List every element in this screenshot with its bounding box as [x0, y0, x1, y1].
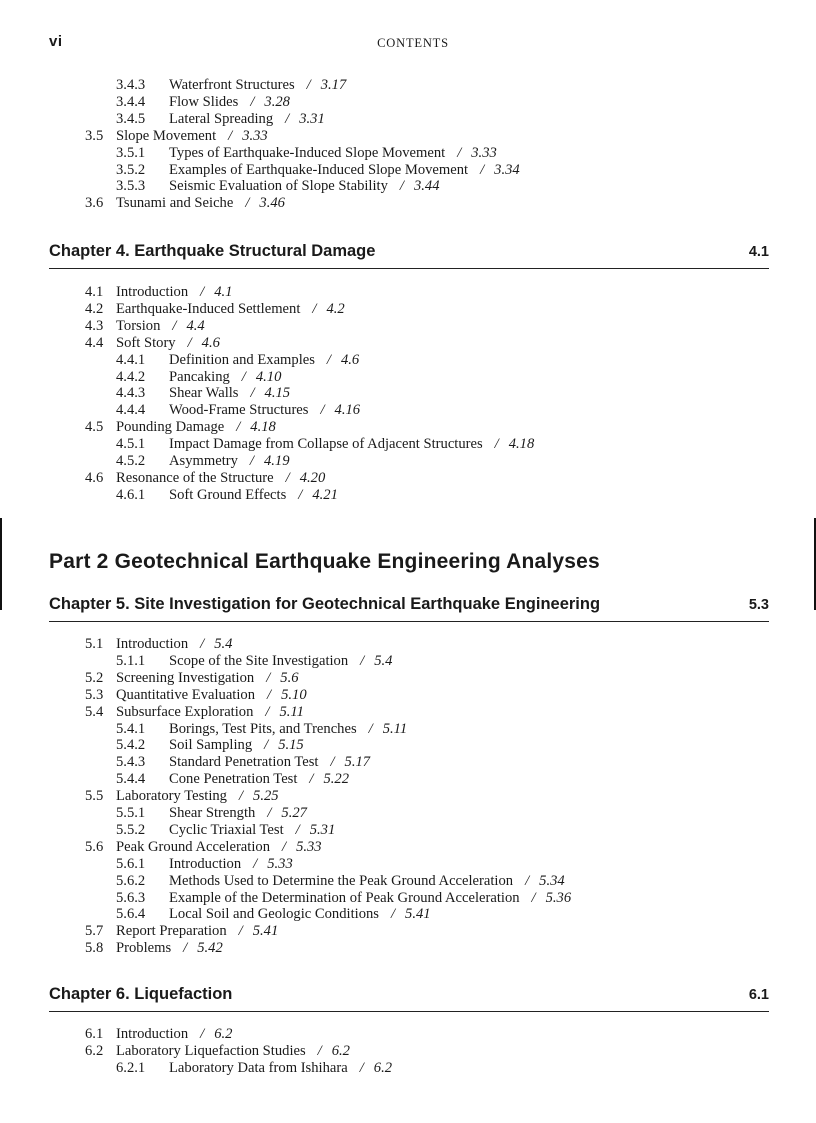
- toc-entry-title: Example of the Determination of Peak Ground Acceleration: [169, 889, 520, 906]
- chapter-4-title: Chapter 4. Earthquake Structural Damage: [49, 242, 376, 260]
- toc-entry-number: 5.5: [85, 788, 104, 805]
- toc-entry-title: Lateral Spreading: [169, 110, 274, 127]
- toc-entry-separator: /: [238, 788, 244, 805]
- toc-entry-separator: /: [525, 872, 530, 889]
- toc-entry[interactable]: [116, 771, 349, 787]
- toc-entry[interactable]: [85, 284, 232, 300]
- toc-entry-page: 5.10: [281, 686, 307, 703]
- toc-entry[interactable]: [116, 385, 290, 401]
- toc-entry-separator: /: [200, 284, 205, 300]
- toc-entry-page: 4.2: [326, 300, 345, 317]
- toc-entry-number: 4.4: [85, 334, 104, 351]
- toc-entry-number: 3.5.1: [116, 144, 146, 161]
- toc-entry-separator: /: [282, 838, 287, 855]
- toc-entry-title: Impact Damage from Collapse of Adjacent Structures: [169, 436, 483, 453]
- toc-entry-separator: /: [309, 771, 314, 788]
- toc-entry[interactable]: [85, 636, 232, 652]
- toc-entry-title: Introduction: [169, 855, 242, 872]
- part-2-title: Part 2 Geotechnical Earthquake Engineering Analyses: [49, 550, 600, 573]
- toc-entry-number: 5.4.2: [116, 737, 146, 754]
- toc-entry-separator: /: [187, 334, 192, 351]
- toc-entry-number: 3.5.2: [116, 161, 146, 178]
- toc-entry-number: 5.3: [85, 686, 104, 703]
- toc-entry-page: 5.17: [344, 754, 371, 771]
- toc-entry-separator: /: [249, 453, 254, 469]
- toc-entry-title: Screening Investigation: [116, 669, 255, 686]
- toc-entry-separator: /: [360, 652, 365, 669]
- toc-entry-separator: /: [326, 351, 331, 368]
- toc-entry-title: Asymmetry: [169, 453, 238, 469]
- toc-entry-separator: /: [312, 300, 317, 317]
- toc-entry-page: 3.31: [299, 110, 325, 127]
- toc-entry[interactable]: [85, 788, 279, 804]
- toc-entry-title: Local Soil and Geologic Conditions: [169, 906, 379, 923]
- toc-entry-page: 6.2: [373, 1059, 393, 1076]
- toc-entry-number: 5.6.2: [116, 872, 146, 889]
- toc-entry[interactable]: [116, 453, 290, 469]
- toc-entry[interactable]: [116, 352, 359, 368]
- toc-entry-title: Scope of the Site Investigation: [169, 652, 349, 669]
- toc-entry-separator: /: [267, 686, 272, 703]
- toc-entry-number: 6.2: [85, 1042, 104, 1059]
- toc-entry-page: 5.41: [252, 923, 279, 940]
- toc-entry-title: Problems: [116, 940, 172, 957]
- toc-entry-title: Flow Slides: [169, 93, 239, 110]
- chapter-4-heading[interactable]: [49, 242, 769, 269]
- chapter-5-heading[interactable]: [49, 595, 769, 622]
- toc-entry-separator: /: [200, 636, 205, 652]
- toc-entry-page: 3.28: [264, 93, 290, 110]
- toc-entry-separator: /: [531, 889, 536, 906]
- toc-entry[interactable]: [116, 890, 571, 906]
- chapter-6-title: Chapter 6. Liquefaction: [49, 985, 233, 1003]
- toc-entry-title: Pounding Damage: [116, 419, 225, 436]
- toc-entry-number: 3.5: [85, 127, 104, 144]
- toc-entry-number: 5.2: [85, 669, 104, 686]
- toc-entry-title: Standard Penetration Test: [169, 754, 319, 771]
- toc-entry-number: 3.4.4: [116, 93, 146, 110]
- toc-entry[interactable]: [85, 1026, 232, 1042]
- toc-entry-page: 4.15: [264, 385, 291, 402]
- chapter-6-heading[interactable]: [49, 985, 769, 1012]
- toc-entry[interactable]: [116, 754, 370, 770]
- toc-entry-title: Laboratory Data from Ishihara: [169, 1059, 348, 1076]
- toc-entry-title: Quantitative Evaluation: [116, 686, 256, 703]
- toc-entry-page: 5.4: [214, 636, 233, 652]
- toc-entry-title: Pancaking: [169, 368, 230, 385]
- toc-entry-page: 5.41: [405, 906, 431, 923]
- toc-entry-title: Peak Ground Acceleration: [116, 838, 270, 855]
- toc-entry-number: 4.6: [85, 469, 104, 486]
- toc-entry-page: 5.4: [374, 652, 393, 669]
- toc-entry-number: 5.6.4: [116, 906, 146, 923]
- toc-entry-number: 5.8: [85, 940, 104, 957]
- toc-entry-separator: /: [265, 703, 270, 720]
- toc-entry[interactable]: [85, 940, 223, 956]
- toc-entry-number: 3.4.5: [116, 110, 146, 127]
- toc-entry-separator: /: [295, 821, 300, 838]
- toc-entry-page: 4.18: [508, 436, 535, 453]
- toc-entry[interactable]: [85, 335, 220, 351]
- toc-entry-number: 4.4.2: [116, 368, 146, 385]
- toc-entry[interactable]: [116, 721, 407, 737]
- toc-entry-page: 5.15: [278, 737, 304, 754]
- toc-entry-title: Report Preparation: [116, 923, 227, 940]
- toc-entry-title: Waterfront Structures: [169, 77, 295, 93]
- toc-entry-number: 5.4.1: [116, 720, 146, 737]
- toc-entry-title: Wood-Frame Structures: [169, 402, 309, 419]
- toc-entry-separator: /: [494, 436, 499, 453]
- toc-entry-number: 4.4.1: [116, 351, 146, 368]
- toc-entry-page: 6.2: [331, 1042, 350, 1059]
- toc-entry-title: Soft Story: [116, 334, 176, 351]
- toc-entry-page: 4.6: [201, 334, 220, 351]
- toc-entry-separator: /: [253, 855, 258, 872]
- toc-entry-number: 5.4.3: [116, 754, 146, 771]
- toc-entry-separator: /: [241, 368, 246, 385]
- toc-entry-title: Cyclic Triaxial Test: [169, 821, 284, 838]
- toc-entry-page: 3.46: [259, 195, 285, 212]
- toc-entry-page: 4.4: [186, 317, 205, 334]
- toc-entry-number: 4.5.2: [116, 453, 146, 469]
- running-title: CONTENTS: [377, 36, 449, 50]
- chapter-6-page: 6.1: [748, 987, 769, 1003]
- toc-entry[interactable]: [116, 162, 520, 178]
- toc-entry-separator: /: [183, 940, 188, 957]
- toc-entry-separator: /: [200, 1026, 205, 1042]
- toc-entry-page: 3.34: [494, 161, 520, 178]
- toc-entry-separator: /: [250, 93, 255, 110]
- toc-entry-title: Seismic Evaluation of Slope Stability: [169, 178, 388, 195]
- toc-entry-page: 5.33: [267, 855, 293, 872]
- toc-entry-number: 4.4.4: [116, 402, 146, 419]
- toc-entry-separator: /: [317, 1042, 322, 1059]
- toc-entry-number: 5.7: [85, 923, 104, 940]
- toc-entry[interactable]: [116, 402, 360, 418]
- toc-entry-separator: /: [228, 127, 233, 144]
- toc-entry[interactable]: [116, 822, 335, 838]
- toc-entry-page: 4.6: [340, 351, 360, 368]
- toc-entry-separator: /: [172, 317, 177, 334]
- toc-entry-number: 4.1: [85, 284, 104, 300]
- toc-entry[interactable]: [116, 906, 431, 922]
- toc-entry[interactable]: [85, 419, 276, 435]
- toc-entry-page: 3.44: [413, 178, 440, 195]
- chapter-4-page: 4.1: [748, 244, 769, 260]
- toc-entry[interactable]: [116, 111, 325, 127]
- toc-entry-page: 6.2: [214, 1026, 233, 1042]
- toc-entry[interactable]: [85, 670, 299, 686]
- toc-entry-title: Subsurface Exploration: [116, 703, 254, 720]
- toc-entry[interactable]: [116, 737, 304, 753]
- chapter-5-page: 5.3: [748, 597, 769, 613]
- toc-entry[interactable]: [116, 369, 281, 385]
- toc-entry[interactable]: [85, 687, 307, 703]
- toc-entry-number: 5.6.1: [116, 855, 146, 872]
- toc-entry-number: 4.6.1: [116, 486, 146, 503]
- toc-entry[interactable]: [85, 128, 268, 144]
- toc-entry-title: Soil Sampling: [169, 737, 253, 754]
- toc-entry-page: 4.18: [250, 419, 276, 436]
- toc-entry-page: 3.17: [320, 77, 347, 93]
- toc-entry-title: Methods Used to Determine the Peak Ground Acceleration: [169, 872, 514, 889]
- toc-entry-page: 5.36: [545, 889, 572, 906]
- toc-entry-separator: /: [285, 110, 290, 127]
- toc-entry[interactable]: [85, 470, 325, 486]
- toc-entry-page: 5.6: [280, 669, 299, 686]
- toc-entry-title: Borings, Test Pits, and Trenches: [169, 720, 357, 737]
- toc-entry-number: 5.5.1: [116, 805, 146, 821]
- toc-entry-separator: /: [250, 385, 255, 402]
- toc-entry-page: 5.34: [539, 872, 565, 889]
- toc-entry-title: Laboratory Liquefaction Studies: [116, 1042, 306, 1059]
- toc-entry-number: 6.2.1: [116, 1059, 146, 1076]
- toc-entry-page: 5.11: [279, 703, 304, 720]
- toc-entry-title: Laboratory Testing: [116, 788, 227, 805]
- toc-entry-title: Earthquake-Induced Settlement: [116, 300, 301, 317]
- toc-entry[interactable]: [85, 301, 345, 317]
- toc-entry-separator: /: [245, 195, 250, 212]
- toc-entry[interactable]: [85, 318, 205, 334]
- toc-entry-title: Cone Penetration Test: [169, 771, 298, 788]
- toc-entry-number: 5.6.3: [116, 889, 146, 906]
- toc-entry[interactable]: [85, 1043, 350, 1059]
- toc-entry-number: 6.1: [85, 1026, 104, 1042]
- toc-entry-number: 4.5.1: [116, 436, 146, 453]
- toc-entry[interactable]: [116, 805, 307, 821]
- toc-entry-number: 3.6: [85, 195, 104, 212]
- toc-entry[interactable]: [116, 487, 338, 503]
- page-edge-mark-left: [0, 518, 2, 610]
- toc-entry-title: Examples of Earthquake-Induced Slope Movement: [169, 161, 469, 178]
- toc-entry-title: Slope Movement: [116, 127, 217, 144]
- toc-entry-separator: /: [480, 161, 485, 178]
- toc-entry[interactable]: [85, 923, 278, 939]
- toc-entry-page: 4.1: [214, 284, 233, 300]
- toc-entry[interactable]: [85, 704, 304, 720]
- toc-entry[interactable]: [85, 839, 322, 855]
- toc-entry-page: 5.25: [253, 788, 279, 805]
- toc-entry-separator: /: [399, 178, 404, 195]
- toc-entry[interactable]: [116, 1060, 392, 1076]
- toc-entry-number: 4.5: [85, 419, 104, 436]
- toc-entry-number: 5.1.1: [116, 652, 146, 669]
- toc-entry-title: Types of Earthquake-Induced Slope Movement: [169, 144, 446, 161]
- toc-entry-separator: /: [457, 144, 462, 161]
- toc-entry-separator: /: [368, 720, 373, 737]
- toc-entry-number: 3.5.3: [116, 178, 146, 195]
- toc-entry-page: 5.33: [296, 838, 322, 855]
- toc-entry-title: Shear Strength: [169, 805, 256, 821]
- toc-entry[interactable]: [116, 145, 497, 161]
- toc-entry-number: 5.6: [85, 838, 104, 855]
- toc-entry-separator: /: [330, 754, 335, 771]
- toc-entry-page: 3.33: [242, 127, 268, 144]
- toc-entry-separator: /: [267, 805, 272, 821]
- toc-entry-page: 4.16: [334, 402, 361, 419]
- chapter-5-title: Chapter 5. Site Investigation for Geotechnical Earthquake Engineering: [49, 595, 601, 613]
- toc-entry-title: Definition and Examples: [169, 351, 315, 368]
- toc-entry-page: 5.22: [323, 771, 350, 788]
- toc-entry[interactable]: [116, 94, 290, 110]
- toc-entry-number: 4.3: [85, 317, 104, 334]
- toc-entry-separator: /: [264, 737, 269, 754]
- toc-entry[interactable]: [116, 77, 346, 93]
- toc-entry-page: 4.21: [312, 486, 338, 503]
- toc-entry-number: 5.4.4: [116, 771, 146, 788]
- toc-entry[interactable]: [116, 178, 440, 194]
- toc-entry-page: 5.27: [281, 805, 307, 821]
- toc-entry-page: 5.42: [197, 940, 223, 957]
- toc-entry-separator: /: [236, 419, 241, 436]
- toc-entry-number: 4.4.3: [116, 385, 146, 402]
- toc-entry-page: 4.10: [255, 368, 282, 385]
- toc-entry-separator: /: [306, 77, 311, 93]
- toc-entry-page: 5.31: [309, 821, 336, 838]
- toc-entry-separator: /: [266, 669, 271, 686]
- toc-entry-title: Soft Ground Effects: [169, 486, 287, 503]
- toc-entry-page: 3.33: [471, 144, 497, 161]
- toc-entry-separator: /: [320, 402, 325, 419]
- toc-entry[interactable]: [116, 653, 392, 669]
- toc-entry-title: Resonance of the Structure: [116, 469, 274, 486]
- toc-entry-separator: /: [298, 486, 303, 503]
- toc-entry-page: 5.11: [382, 720, 408, 737]
- toc-entry-page: 4.20: [299, 469, 326, 486]
- toc-entry-separator: /: [390, 906, 396, 923]
- toc-entry-title: Introduction: [116, 1026, 189, 1042]
- toc-entry-separator: /: [285, 469, 290, 486]
- toc-entry-title: Tsunami and Seiche: [116, 195, 234, 212]
- toc-entry-separator: /: [238, 923, 243, 940]
- toc-entry[interactable]: [116, 436, 534, 452]
- toc-entry-number: 5.1: [85, 636, 104, 652]
- toc-entry-title: Torsion: [116, 317, 161, 334]
- toc-entry-number: 5.5.2: [116, 821, 146, 838]
- toc-entry-page: 4.19: [263, 453, 290, 469]
- toc-entry-title: Introduction: [116, 284, 189, 300]
- toc-entry[interactable]: [116, 856, 293, 872]
- toc-entry[interactable]: [85, 195, 285, 211]
- toc-entry-number: 3.4.3: [116, 77, 146, 93]
- toc-entry-number: 4.2: [85, 300, 104, 317]
- toc-entry-number: 5.4: [85, 703, 104, 720]
- page-number-label: vi: [49, 33, 63, 50]
- toc-entry-title: Introduction: [116, 636, 189, 652]
- toc-entry-title: Shear Walls: [169, 385, 239, 402]
- toc-entry[interactable]: [116, 873, 565, 889]
- toc-entry-separator: /: [359, 1059, 364, 1076]
